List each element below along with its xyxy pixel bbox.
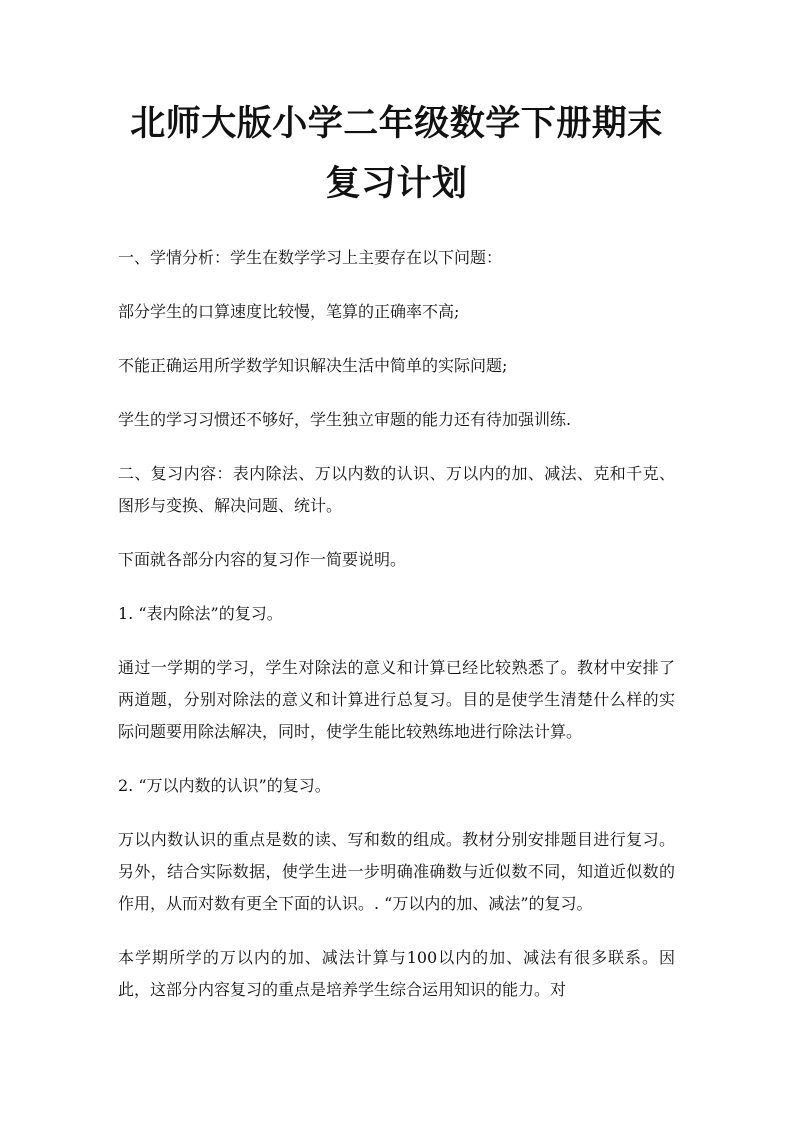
paragraph-numbers: 万以内数认识的重点是数的读、写和数的组成。教材分别安排题目进行复习。另外，结合实际数据，使学生进一步明确准确数与近似数不同，知道近似数的作用，从而对数有更全下面的认识。. “万以内的加、减法”的复习。 <box>118 830 675 913</box>
section-heading-division: 1. “表内除法”的复习。 <box>118 604 283 623</box>
paragraph-intro: 下面就各部分内容的复习作一简要说明。 <box>118 550 407 569</box>
paragraph-problem-1: 部分学生的口算速度比较慢，笔算的正确率不高; <box>118 302 460 321</box>
paragraph-addition-subtraction: 本学期所学的万以内的加、减法计算与100以内的加、减法有很多联系。因此，这部分内容复习的重点是培养学生综合运用知识的能力。对 <box>118 948 675 999</box>
section-heading-numbers: 2. “万以内数的认识”的复习。 <box>118 776 331 795</box>
paragraph-division: 通过一学期的学习，学生对除法的意义和计算已经比较熟悉了。教材中安排了两道题，分别对除法的意义和计算进行总复习。目的是使学生清楚什么样的实际问题要用除法解决，同时，使学生能比较熟练地进行除法计算。 <box>118 658 675 741</box>
paragraph-problem-2: 不能正确运用所学数学知识解决生活中简单的实际问题; <box>118 356 508 375</box>
document-body <box>118 242 675 1006</box>
paragraph-review-content: 二、复习内容：表内除法、万以内数的认识、万以内的加、减法、克和千克、图形与变换、解决问题、统计。 <box>118 464 675 515</box>
document-title: 北师大版小学二年级数学下册期末复习计划 <box>130 104 663 204</box>
paragraph-student-analysis: 一、学情分析：学生在数学学习上主要存在以下问题： <box>118 248 503 267</box>
paragraph-problem-3: 学生的学习习惯还不够好，学生独立审题的能力还有待加强训练. <box>118 410 572 429</box>
